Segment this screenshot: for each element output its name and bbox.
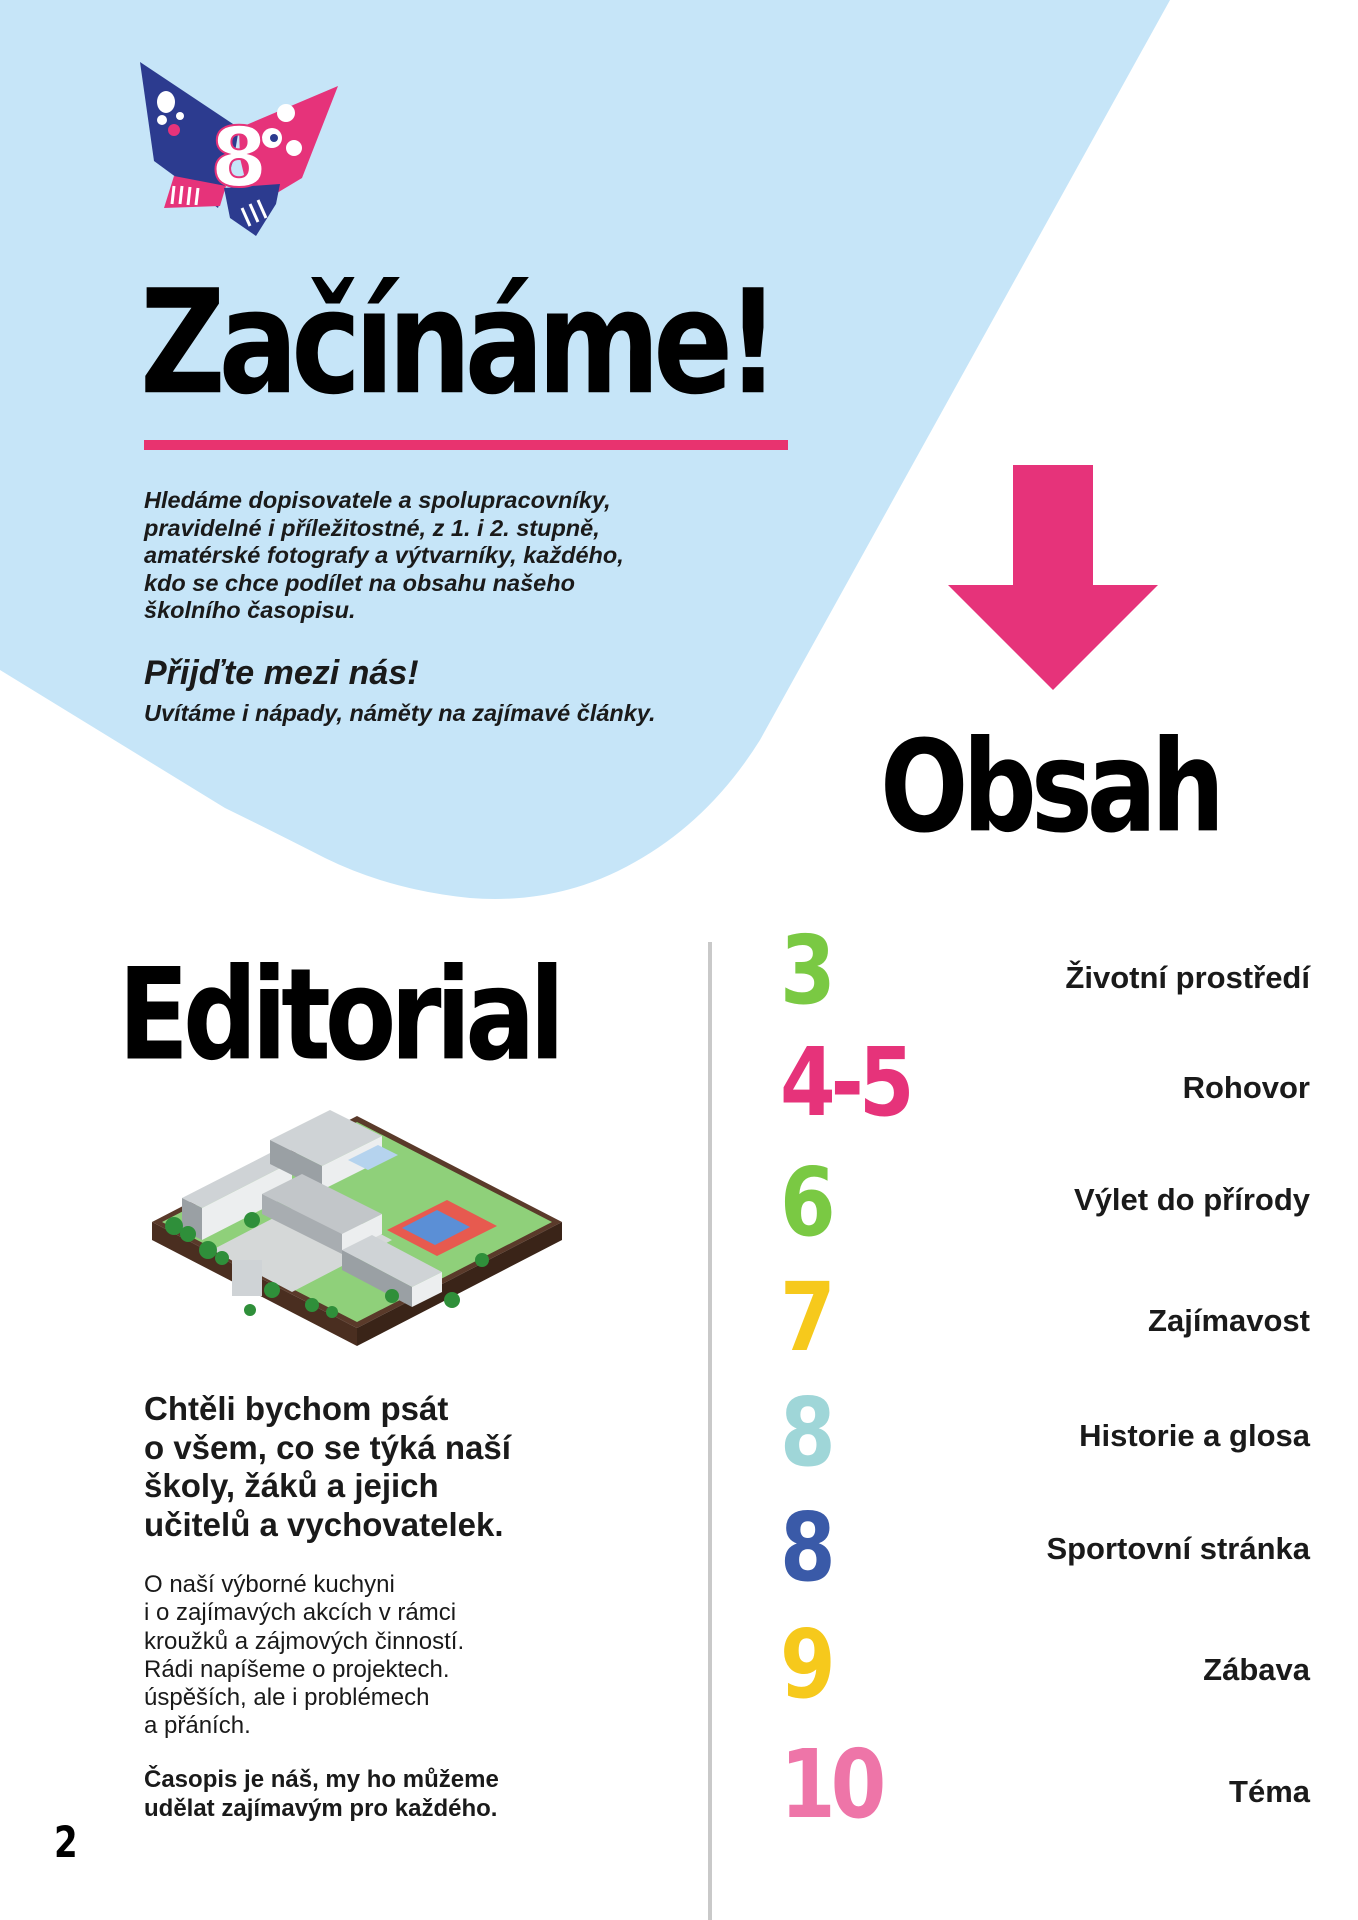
toc-item-sport[interactable]: [780, 1492, 1310, 1605]
toc-title: Obsah: [880, 712, 1219, 861]
toc-page-number: 9: [780, 1609, 831, 1720]
toc-item-fun[interactable]: [780, 1609, 1310, 1722]
toc-page-number: 10: [780, 1729, 882, 1840]
toc-item-curiosity[interactable]: [780, 1262, 1310, 1375]
title-underline: [144, 440, 788, 450]
toc-label: Zajímavost: [1148, 1303, 1310, 1338]
toc-label: Výlet do přírody: [1074, 1182, 1310, 1217]
toc-page-number: 7: [780, 1262, 831, 1373]
toc-page-number: 4-5: [780, 1027, 910, 1138]
toc-item-environment[interactable]: [780, 915, 1310, 1028]
editorial-closing: Časopis je náš, my ho můžeme udělat zajímavým pro každého.: [144, 1766, 499, 1822]
toc-page-number: 8: [780, 1492, 831, 1603]
toc-item-topic[interactable]: [780, 1729, 1310, 1842]
logo-digit: 8: [210, 111, 268, 206]
toc-page-number: 6: [780, 1147, 831, 1258]
toc-label: Životní prostředí: [1065, 960, 1310, 995]
toc-page-number: 3: [780, 915, 831, 1026]
toc-label: Sportovní stránka: [1046, 1531, 1310, 1566]
editorial-lead: Chtěli bychom psát o všem, co se týká naší školy, žáků a jejich učitelů a vychovatelek.: [144, 1390, 511, 1543]
toc-label: Téma: [1229, 1774, 1310, 1809]
intro-subtext: Uvítáme i nápady, náměty na zajímavé články.: [144, 700, 656, 726]
magazine-logo: [134, 58, 344, 248]
intro-slogan: Přijďte mezi nás!: [144, 654, 419, 692]
toc-page-number: 8: [780, 1377, 831, 1488]
arrow-down-icon: [948, 465, 1158, 690]
toc-item-history[interactable]: [780, 1377, 1310, 1490]
toc-item-trip[interactable]: [780, 1147, 1310, 1260]
editorial-body: O naší výborné kuchyni i o zajímavých akcích v rámci kroužků a zájmových činností. Rádi napíšeme o projektech. úspěších, ale i problémech a přáních.: [144, 1571, 465, 1740]
school-campus-illustration: [152, 1100, 562, 1362]
toc-label: Zábava: [1203, 1652, 1310, 1687]
intro-text: Hledáme dopisovatele a spolupracovníky, pravidelné i příležitostné, z 1. i 2. stupně, amatérské fotografy a výtvarníky, každého, kdo se chce podílet na obsahu našeho školního časopisu.: [144, 487, 624, 623]
toc-label: Historie a glosa: [1079, 1418, 1310, 1453]
page-number: 2: [54, 1818, 78, 1868]
page-title: Začínáme!: [140, 258, 774, 427]
column-divider: [708, 942, 712, 1920]
toc-label: Rohovor: [1182, 1070, 1310, 1105]
editorial-title: Editorial: [118, 940, 560, 1089]
toc-item-interview[interactable]: [780, 1027, 1310, 1140]
